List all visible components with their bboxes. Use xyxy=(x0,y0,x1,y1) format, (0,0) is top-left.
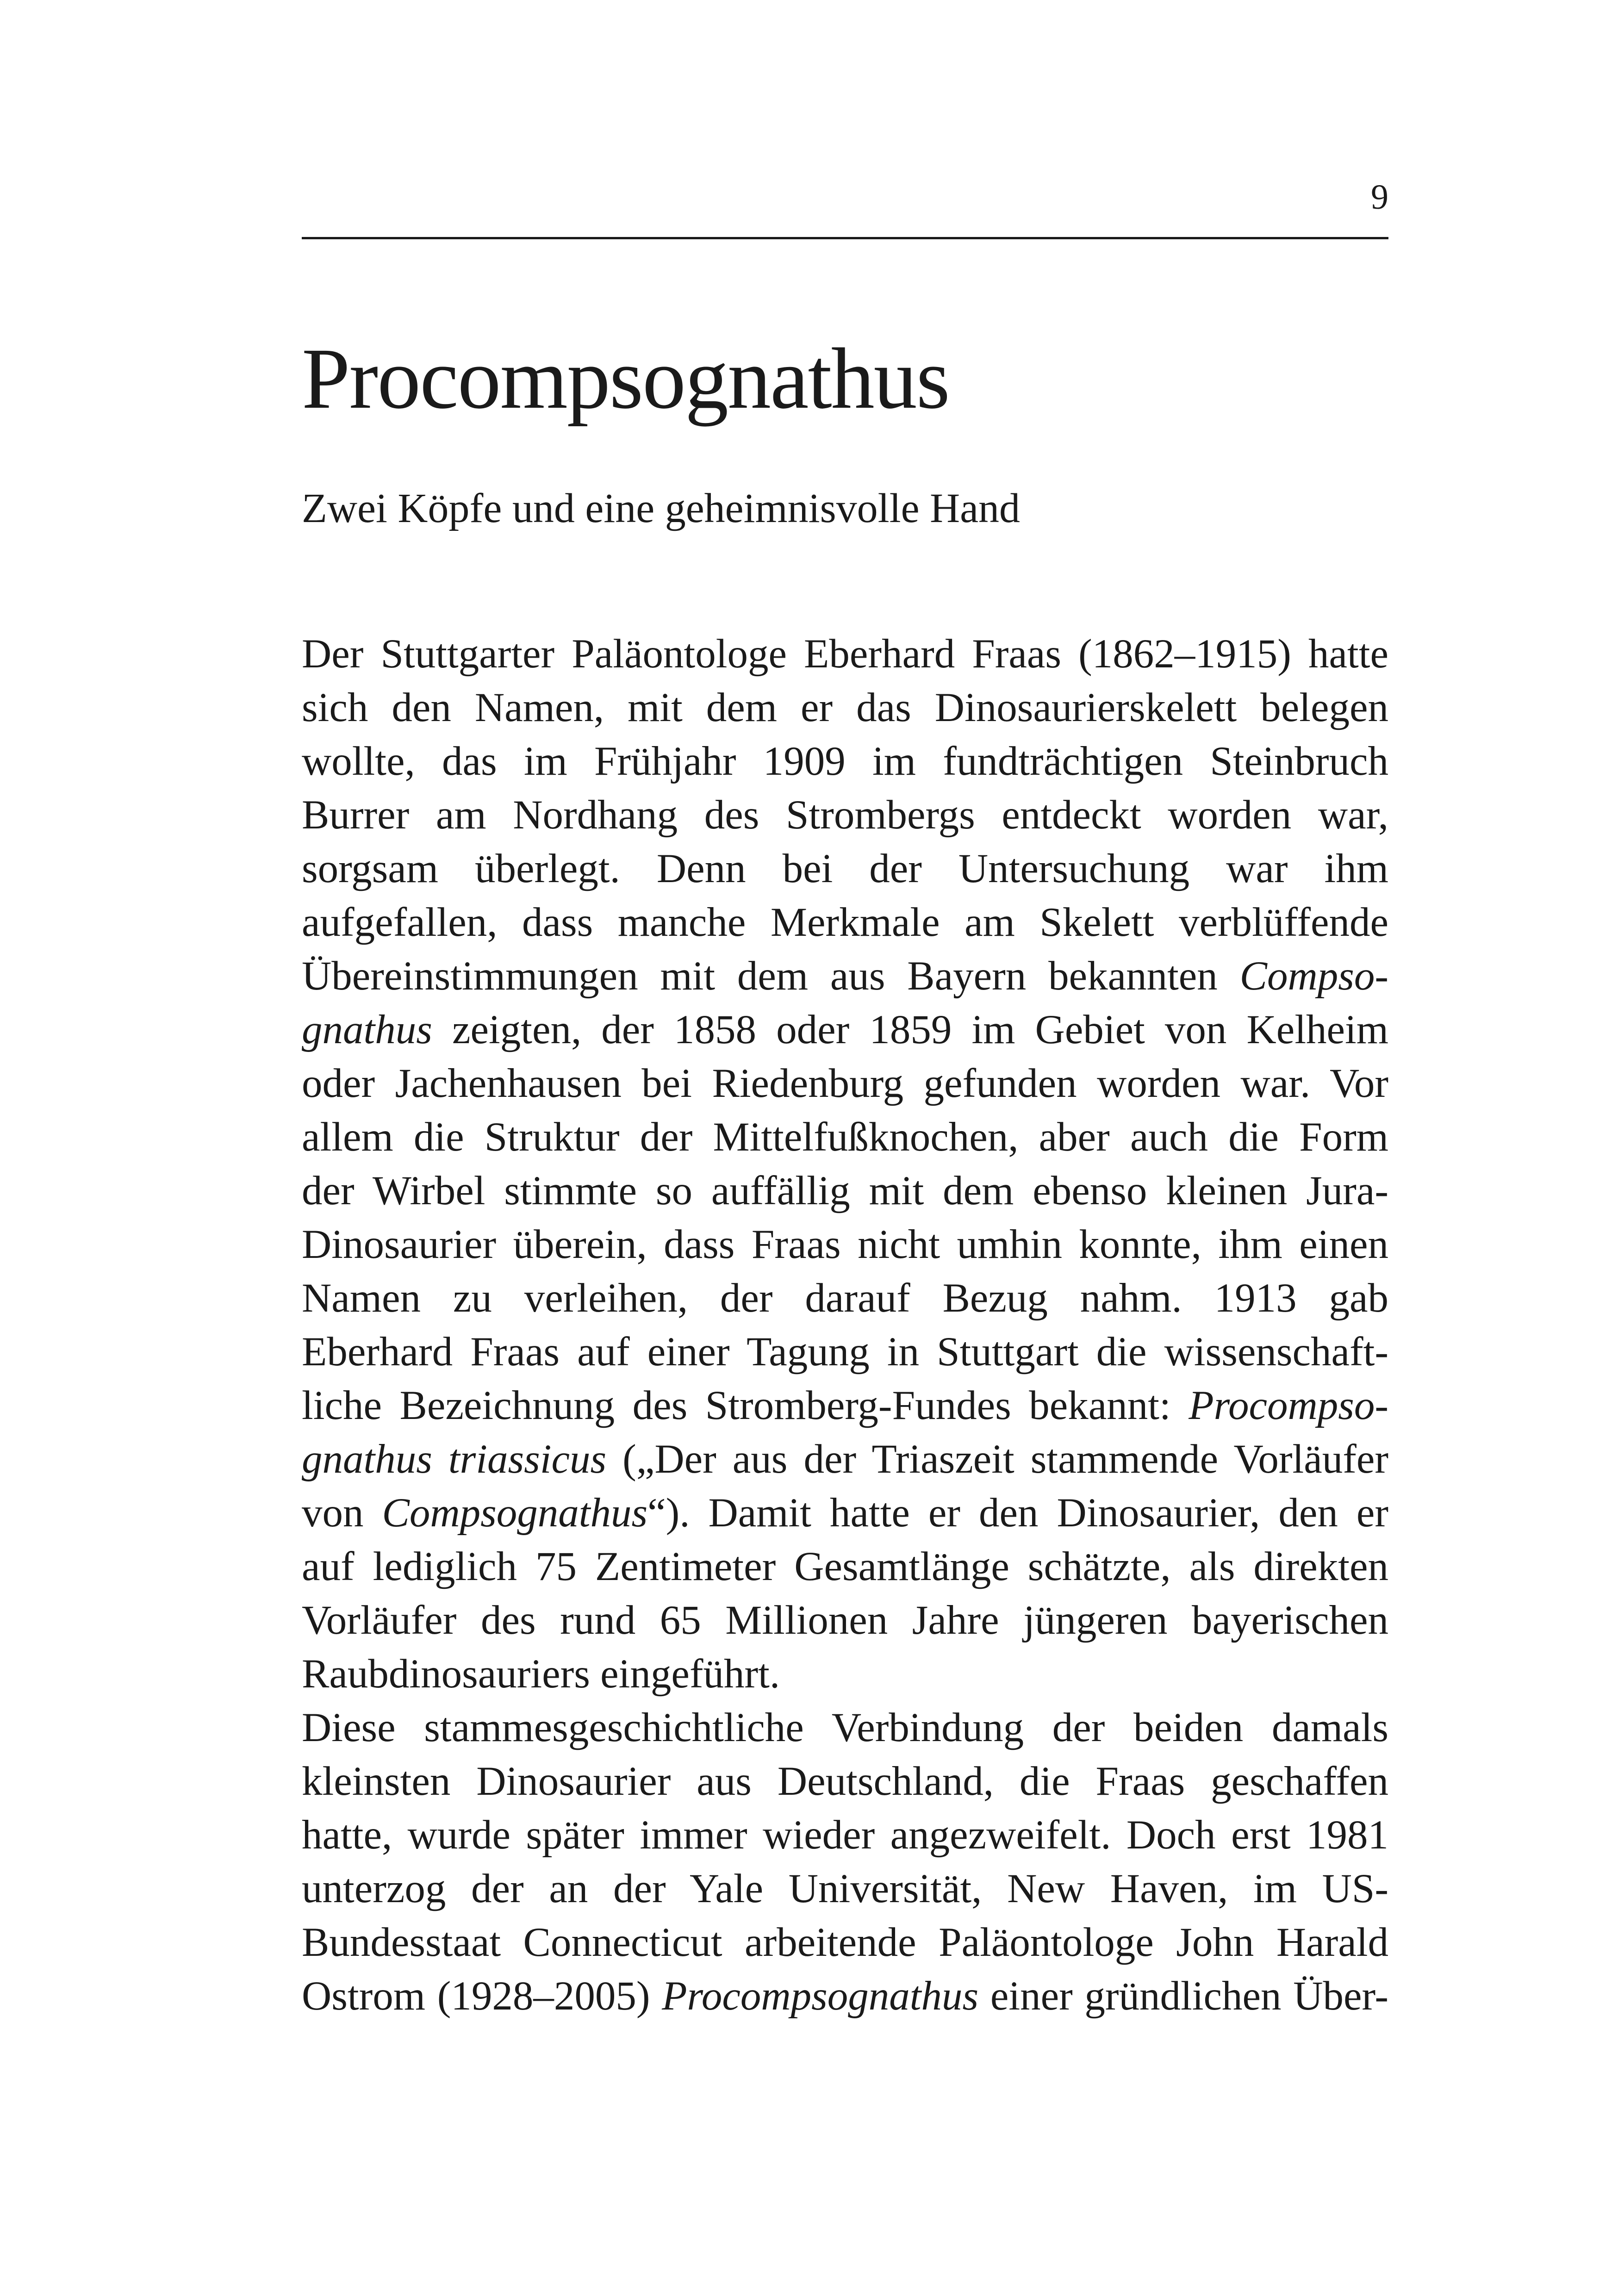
italic-term: gnathus xyxy=(302,1007,432,1052)
chapter-title: Procompsognathus xyxy=(302,330,949,427)
text-line: Dinosaurier überein, dass Fraas nicht umhin konnte, ihm einen xyxy=(302,1222,1388,1267)
page-number: 9 xyxy=(1371,178,1388,217)
italic-term: Procompsognathus xyxy=(662,1973,979,2019)
text-segment: einer gründlichen Über- xyxy=(978,1973,1388,2019)
text-line: unterzog der an der Yale Universität, New Haven, im US- xyxy=(302,1866,1388,1911)
italic-term: Procompso- xyxy=(1189,1383,1388,1428)
text-line: sich den Namen, mit dem er das Dinosaurierskelett belegen xyxy=(302,685,1388,730)
text-segment: („Der aus der Triaszeit stammende Vorläufer xyxy=(606,1437,1388,1482)
text-line: Bundesstaat Connecticut arbeitende Paläontologe John Harald xyxy=(302,1920,1388,1965)
text-line: Namen zu verleihen, der darauf Bezug nahm. 1913 gab xyxy=(302,1276,1388,1321)
italic-term: Compsognathus xyxy=(382,1490,648,1536)
text-line xyxy=(302,1969,1388,2023)
text-segment: von xyxy=(302,1490,382,1536)
text-line: oder Jachenhausen bei Riedenburg gefunden worden war. Vor xyxy=(302,1061,1388,1106)
text-segment: Übereinstimmungen mit dem aus Bayern bekannten xyxy=(302,953,1240,999)
text-line: auf lediglich 75 Zentimeter Gesamtlänge schätzte, als direkten xyxy=(302,1544,1388,1589)
text-segment: Ostrom (1928–2005) xyxy=(302,1973,662,2019)
text-line: Raubdinosauriers eingeführt. xyxy=(302,1651,780,1697)
text-line xyxy=(302,1486,1388,1540)
text-line xyxy=(302,1379,1388,1432)
italic-term: gnathus triassicus xyxy=(302,1437,607,1482)
chapter-subtitle: Zwei Köpfe und eine geheimnisvolle Hand xyxy=(302,485,1021,531)
text-segment: zeigten, der 1858 oder 1859 im Gebiet von Kelheim xyxy=(432,1007,1388,1052)
text-segment: “). Damit hatte er den Dinosaurier, den er xyxy=(647,1490,1389,1536)
text-line xyxy=(302,1432,1388,1486)
text-line xyxy=(302,1003,1388,1057)
text-line: Eberhard Fraas auf einer Tagung in Stuttgart die wissenschaft- xyxy=(302,1329,1388,1375)
text-line: kleinsten Dinosaurier aus Deutschland, die Fraas geschaffen xyxy=(302,1759,1388,1804)
text-line: Burrer am Nordhang des Strombergs entdeckt worden war, xyxy=(302,792,1388,838)
text-line: Der Stuttgarter Paläontologe Eberhard Fraas (1862–1915) hatte xyxy=(302,631,1388,677)
text-line: sorgsam überlegt. Denn bei der Untersuchung war ihm xyxy=(302,846,1388,891)
text-segment: liche Bezeichnung des Stromberg-Fundes bekannt: xyxy=(302,1383,1189,1428)
text-line: allem die Struktur der Mittelfußknochen, aber auch die Form xyxy=(302,1114,1388,1160)
text-line: aufgefallen, dass manche Merkmale am Skelett verblüffende xyxy=(302,900,1388,945)
text-line: wollte, das im Frühjahr 1909 im fundträchtigen Steinbruch xyxy=(302,739,1388,784)
text-line xyxy=(302,949,1388,1003)
text-line: hatte, wurde später immer wieder angezweifelt. Doch erst 1981 xyxy=(302,1812,1388,1858)
text-line: Vorläufer des rund 65 Millionen Jahre jüngeren bayerischen xyxy=(302,1598,1388,1643)
italic-term: Compso- xyxy=(1239,953,1388,999)
text-line: Diese stammesgeschichtliche Verbindung der beiden damals xyxy=(302,1705,1388,1750)
body-text xyxy=(302,627,1388,2023)
header-rule xyxy=(302,237,1388,239)
text-line: der Wirbel stimmte so auffällig mit dem ebenso kleinen Jura- xyxy=(302,1168,1388,1213)
